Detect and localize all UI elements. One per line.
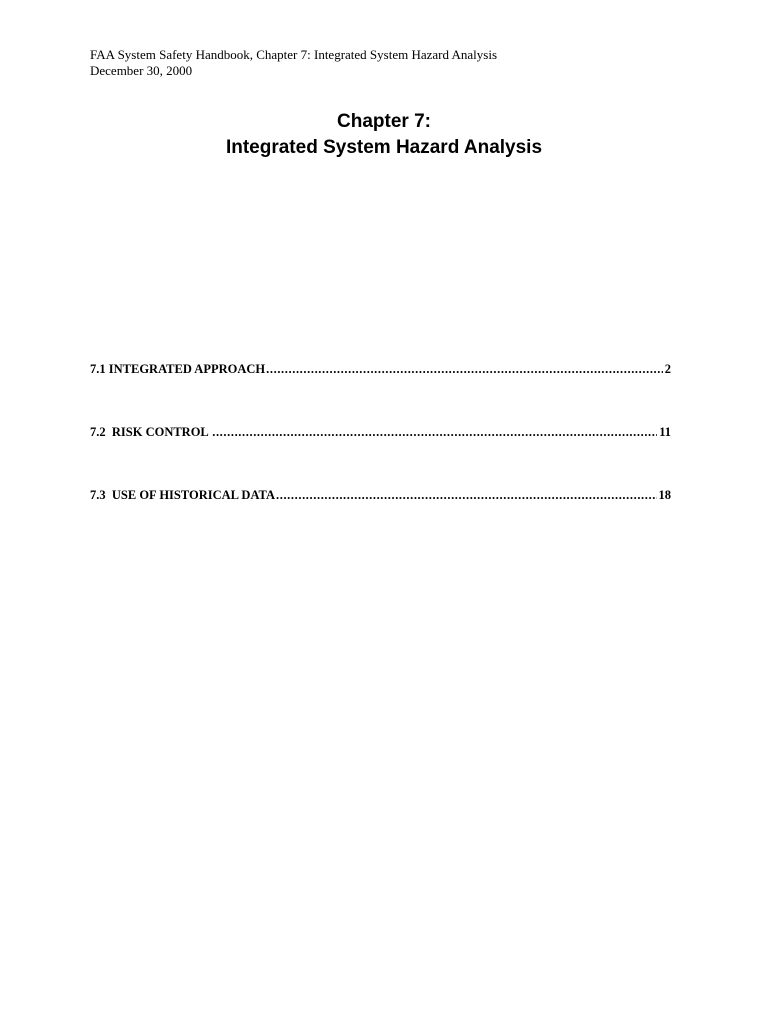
- toc-entry-use-of-historical-data[interactable]: [90, 487, 671, 503]
- toc-page-number: 2: [664, 362, 671, 376]
- chapter-title: [0, 109, 768, 161]
- toc-entry-risk-control[interactable]: [90, 424, 671, 440]
- toc-dot-leader: [266, 361, 663, 377]
- toc-entry-label: 7.1 INTEGRATED APPROACH: [90, 362, 266, 376]
- toc-entry-label: 7.2 RISK CONTROL: [90, 425, 212, 439]
- toc-entry-integrated-approach[interactable]: [90, 361, 671, 377]
- toc-entry-label: 7.3 USE OF HISTORICAL DATA: [90, 488, 275, 502]
- header-date: December 30, 2000: [90, 63, 193, 78]
- toc-page-number: 18: [658, 488, 671, 502]
- header-document-title: FAA System Safety Handbook, Chapter 7: Integrated System Hazard Analysis: [90, 47, 498, 62]
- toc-page-number: 11: [659, 425, 671, 439]
- running-header: [90, 47, 497, 79]
- chapter-name: Integrated System Hazard Analysis: [225, 137, 543, 158]
- toc-dot-leader: [212, 424, 657, 440]
- toc-dot-leader: [276, 487, 657, 503]
- chapter-number: Chapter 7:: [337, 111, 431, 132]
